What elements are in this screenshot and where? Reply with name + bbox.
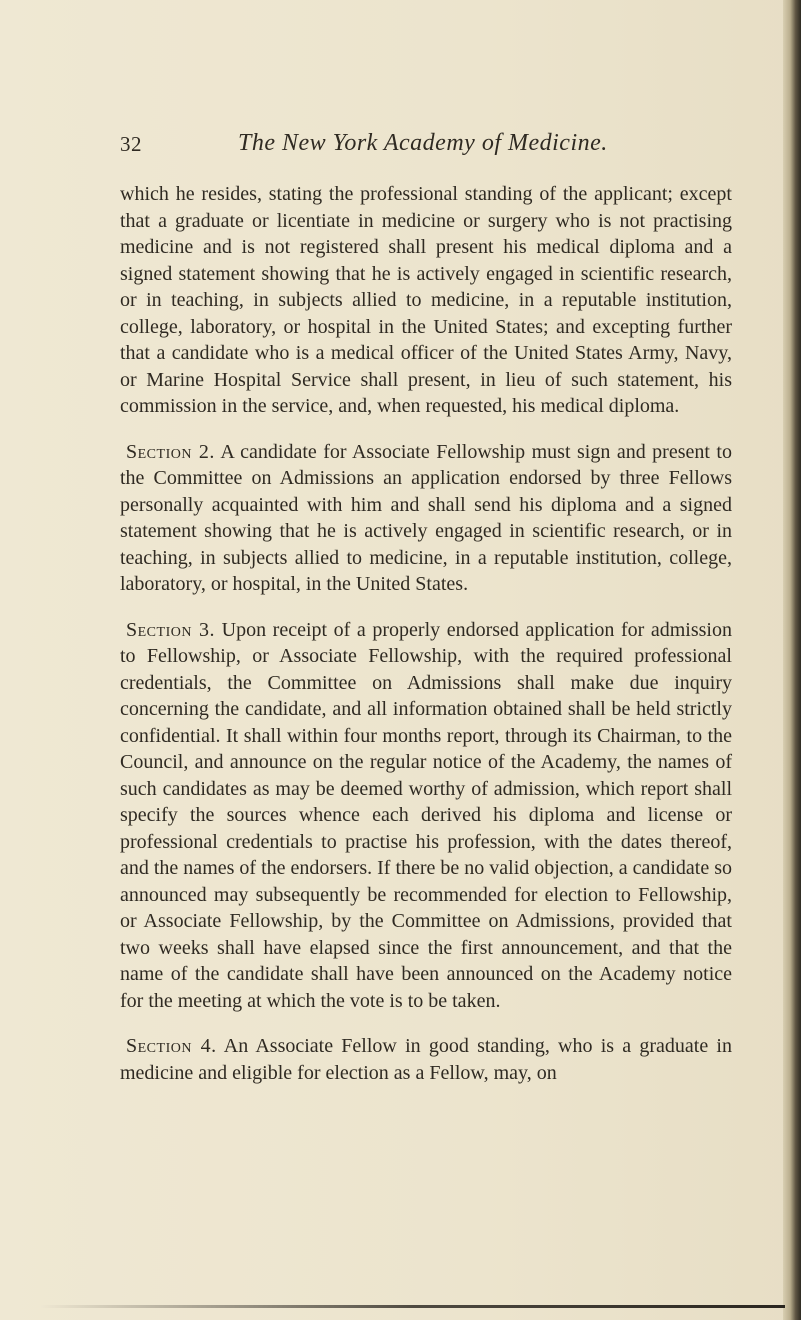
page-header — [120, 132, 720, 162]
paragraph-continuation — [120, 181, 732, 420]
body-text — [120, 181, 732, 1086]
section-label: Section 2. — [126, 440, 215, 463]
section-label: Section 4. — [126, 1035, 217, 1057]
page-number: 32 — [120, 132, 142, 156]
paragraph-text: Upon receipt of a properly endorsed application for admission to Fellowship, or Associate Fellowship, with the required professional credentials, the Committee on Admissions shall make due inquiry concerning the candidate, and all information obtained shall be held strictly confidential. It shall within four months report, through its Chairman, to the Council, and announce on the regular notice of the Academy, the names of such candidates as may be deemed worthy of admission, which report shall specify the sources whence each derived his diploma and license or professional credentials to practise his profession, with the dates thereof, and the names of the endorsers. If there be no valid objection, a candidate so announced may subsequently be recommended for election to Fellowship, or Associate Fellowship, by the Committee on Admissions, provided that two weeks shall have elapsed since the first announcement, and that the name of the candidate shall have been announced on the Academy notice for the meeting at which the vote is to be taken. — [120, 618, 733, 1012]
paragraph-section-3 — [120, 617, 732, 1015]
paragraph-text: which he resides, stating the professional standing of the applicant; except that a graduate or licentiate in medicine or surgery who is not practising medicine and is not registered shall present his medical diploma and a signed statement showing that he is actively engaged in scientific research, or in teaching, in subjects allied to medicine, in a reputable institution, college, laboratory, or hospital in the United States; and excepting further that a candidate who is a medical officer of the United States Army, Navy, or Marine Hospital Service shall present, in lieu of such statement, his commission in the service, and, when requested, his medical diploma. — [120, 183, 732, 417]
paragraph-text: A candidate for Associate Fellowship must sign and present to the Committee on Admissions an application endorsed by three Fellows personally acquainted with him and shall send his diploma and a signed statement showing that he is actively engaged in scientific research, or in teaching, in subjects allied to medicine, in a reputable institution, college, laboratory, or hospital, in the United States. — [120, 440, 732, 595]
paragraph-section-4 — [120, 1033, 732, 1086]
page-bottom-edge — [40, 1305, 785, 1308]
paragraph-text: An Associate Fellow in good standing, who is a graduate in medicine and eligible for election as a Fellow, may, on — [120, 1035, 732, 1084]
running-title: The New York Academy of Medicine. — [238, 130, 608, 156]
paragraph-section-2 — [120, 439, 732, 598]
section-label: Section 3. — [126, 618, 216, 641]
page-edge-shadow — [783, 0, 801, 1320]
